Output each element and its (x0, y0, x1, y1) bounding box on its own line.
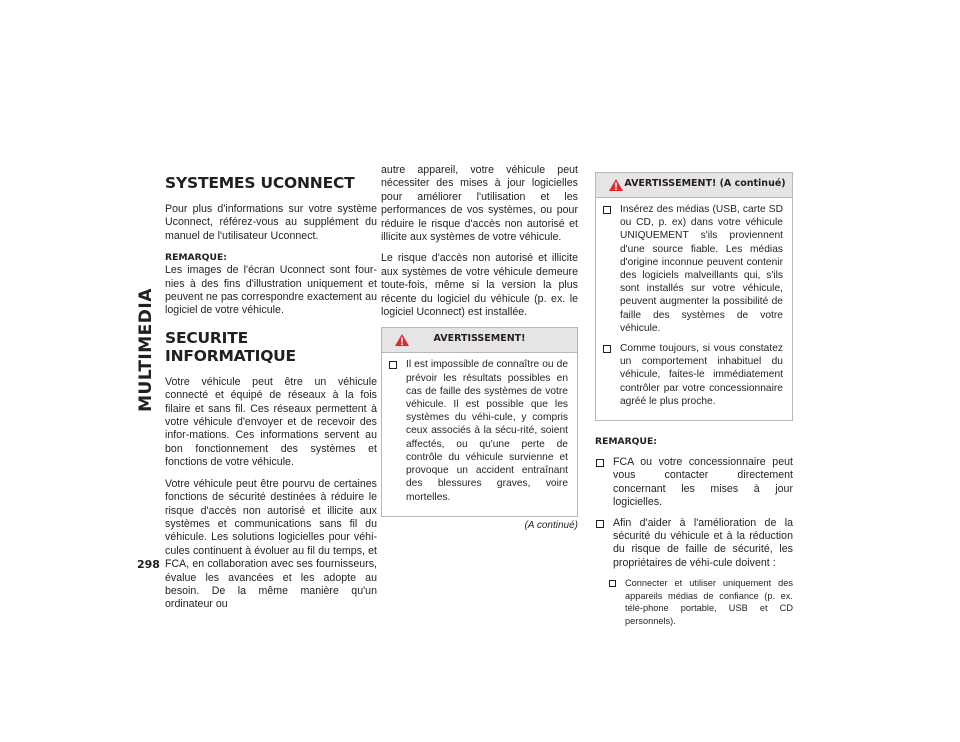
warning-header (382, 328, 577, 353)
remark-item-text: FCA ou votre concessionnaire peut vous contacter directement concernant les mises à jour logicielles. (613, 456, 793, 509)
square-bullet-icon (596, 459, 604, 467)
warning-item-text: Comme toujours, si vous constatez un comportement inhabituel du véhicule, faites-le immédiatement contrôler par votre concessionnaire agréé le plus proche. (620, 343, 783, 407)
remark-sub-item-text: Connecter et utiliser uniquement des appareils médias de confiance (p. ex. télé-phone portable, USB et CD personnels). (625, 578, 793, 626)
warning-title: AVERTISSEMENT! (A continué) (624, 178, 786, 189)
square-bullet-icon (389, 361, 397, 369)
remark-label: REMARQUE: (595, 436, 657, 448)
square-bullet-icon (603, 206, 611, 214)
column-3 (595, 172, 793, 627)
square-bullet-icon (603, 345, 611, 353)
page-number: 298 (137, 558, 160, 571)
remark-label: REMARQUE: (165, 252, 227, 264)
paragraph-risk: Le risque d'accès non autorisé et illicite aux systèmes de votre véhicule demeure toute-fois, même si la version la plus récente du logiciel du véhicule (p. ex. le logiciel Uconnect) est installée. (381, 252, 578, 319)
remark-item-text: Afin d'aider à l'amélioration de la sécurité du véhicule et à la réduction du risque de faille de sécurité, les propriétaires de véhi-cule doivent : (613, 516, 793, 569)
paragraph-uconnect-info: Pour plus d'informations sur votre système Uconnect, référez-vous au supplément du manuel de l'utilisateur Uconnect. (165, 203, 377, 242)
warning-title: AVERTISSEMENT! (433, 333, 526, 345)
paragraph-connected-vehicle: Votre véhicule peut être un véhicule connecté et équipé de réseaux à la fois filaire et sans fil. Ces réseaux permettent à votre véhicule d'envoyer et de recevoir des infor-mations. Ces informations servent au bon fonctionnement des systèmes et fonctions de votre véhicule. (165, 375, 377, 469)
warning-item-text: Il est impossible de connaître ou de prévoir les résultats possibles en cas de faille des systèmes de votre véhicule. Il est possible que les systèmes du véhi-cule, y compris ceux associés à la sécu-rité, soient affectés, ou qu'une perte de contrôle du véhicule survienne et provoque un accident entraînant des blessures graves, voire mortelles. (406, 359, 568, 503)
section-side-tab-label: MULTIMEDIA (136, 288, 156, 412)
heading-uconnect: SYSTEMES UCONNECT (165, 174, 355, 192)
warning-item (602, 342, 783, 408)
remark-item (595, 456, 793, 510)
remark-sub-item (595, 577, 793, 627)
warning-body (382, 353, 577, 515)
square-bullet-icon (596, 520, 604, 528)
warning-item-text: Insérez des médias (USB, carte SD ou CD, p. ex) dans votre véhicule UNIQUEMENT s'ils proviennent d'une source fiable. Les médias d'origine inconnue peuvent contenir des logiciels malveillants qui, s'ils sont installés sur votre véhicule, peuvent augmenter la possibilité de faille des systèmes de votre véhicule. (620, 204, 783, 334)
warning-body (596, 198, 792, 420)
warning-item (602, 203, 783, 335)
paragraph-updates: autre appareil, votre véhicule peut nécessiter des mises à jour logicielles pour améliorer l'utilisation et les performances de vos systèmes, ou pour réduire le risque d'accès non autorisé et illicite aux systèmes de votre véhicule. (381, 164, 578, 244)
continued-note: (A continué) (524, 519, 578, 531)
warning-header (596, 173, 792, 198)
warning-box (381, 327, 578, 516)
remark-item (595, 517, 793, 571)
paragraph-security-functions: Votre véhicule peut être pourvu de certaines fonctions de sécurité destinées à réduire le risque d'accès non autorisé et illicite aux systèmes et communications sans fil du véhicule. Les solutions logicielles pour véhi-cules continuent à évoluer au fil du temps, et FCA, en collaboration avec ses fournisseurs, évalue les avancées et les adopte au besoin. De la même manière qu'un ordinateur ou (165, 477, 377, 611)
remark-text: Les images de l'écran Uconnect sont four-nies à des fins d'illustration uniquement et peuvent ne pas correspondre exactement au logiciel de votre véhicule. (165, 264, 377, 317)
square-bullet-icon (609, 580, 616, 587)
heading-security: SECURITE INFORMATIQUE (165, 328, 296, 365)
column-1 (165, 168, 377, 620)
column-2 (381, 164, 578, 531)
warning-box-continued (595, 172, 793, 421)
section-side-tab (134, 160, 158, 540)
warning-item (388, 358, 568, 503)
